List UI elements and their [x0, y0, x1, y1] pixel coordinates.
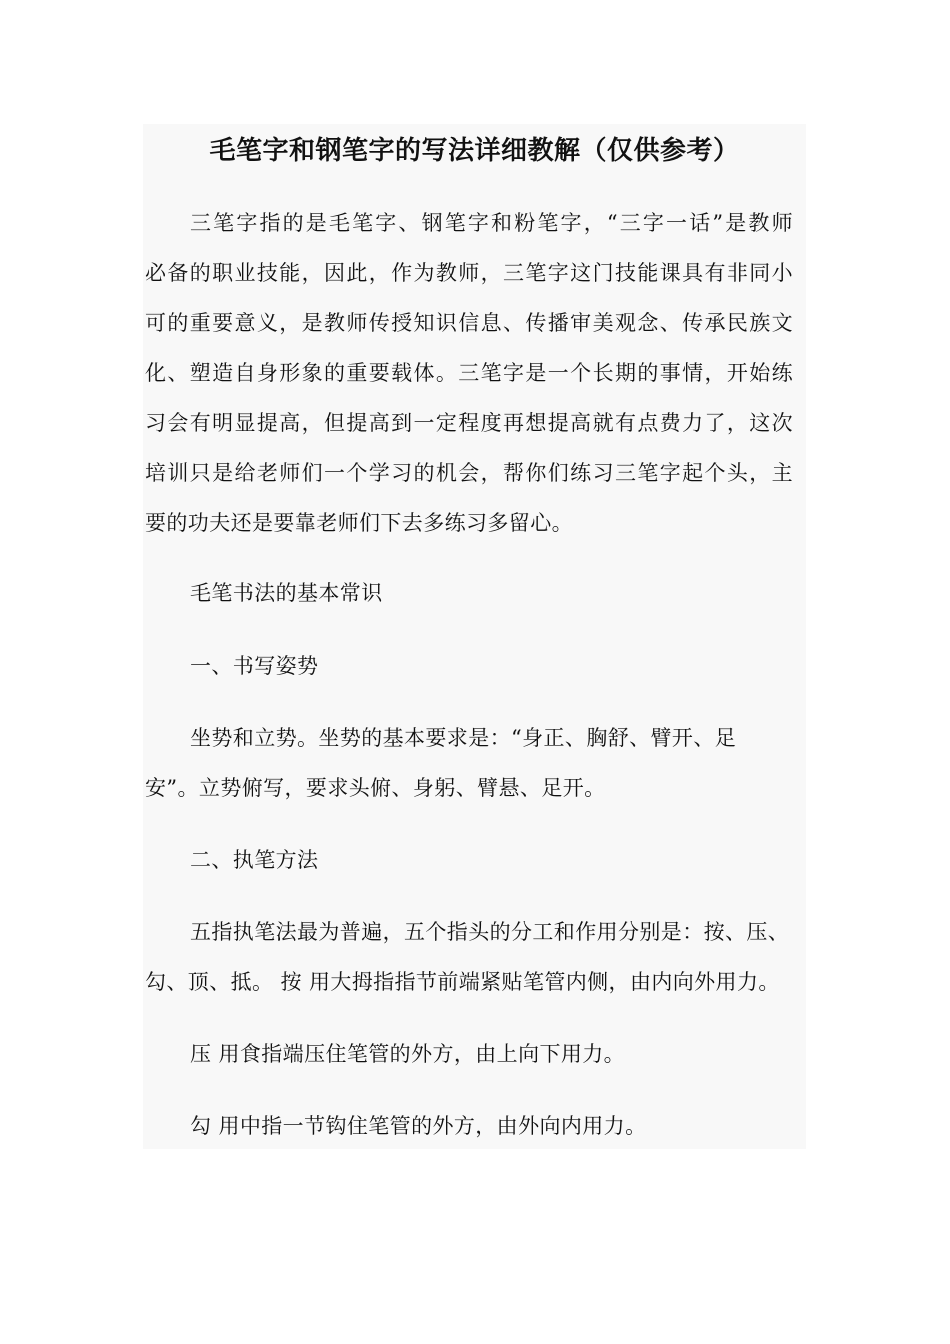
grip-line-1: 五指执笔法最为普遍，五个指头的分工和作用分别是：按、压、 — [190, 920, 790, 944]
intro-line-6: 培训只是给老师们一个学习的机会，帮你们练习三笔字起个头，主 — [145, 461, 793, 485]
press-line: 压 用食指端压住笔管的外方，由上向下用力。 — [190, 1042, 626, 1066]
posture-line-2: 安”。立势俯写，要求头俯、身躬、臂悬、足开。 — [145, 776, 606, 800]
intro-line-3: 可的重要意义，是教师传授知识信息、传播审美观念、传承民族文 — [145, 311, 793, 335]
subsection-heading-posture: 一、书写姿势 — [190, 654, 319, 678]
intro-line-7: 要的功夫还是要靠老师们下去多练习多留心。 — [145, 511, 573, 535]
intro-line-2: 必备的职业技能，因此，作为教师，三笔字这门技能课具有非同小 — [145, 261, 793, 285]
posture-line-1: 坐势和立势。坐势的基本要求是：“身正、胸舒、臂开、足 — [190, 726, 737, 750]
intro-line-5: 习会有明显提高，但提高到一定程度再想提高就有点费力了，这次 — [145, 411, 793, 435]
subsection-heading-grip: 二、执笔方法 — [190, 848, 319, 872]
intro-line-1: 三笔字指的是毛笔字、钢笔字和粉笔字，“三字一话”是教师 — [190, 211, 793, 235]
section-heading: 毛笔书法的基本常识 — [190, 581, 383, 605]
intro-line-4: 化、塑造自身形象的重要载体。三笔字是一个长期的事情，开始练 — [145, 361, 793, 385]
grip-line-2: 勾、顶、抵。 按 用大拇指指节前端紧贴笔管内侧，由内向外用力。 — [145, 970, 780, 994]
document-title: 毛笔字和钢笔字的写法详细教解（仅供参考） — [209, 136, 740, 166]
hook-line: 勾 用中指一节钩住笔管的外方，由外向内用力。 — [190, 1114, 647, 1138]
